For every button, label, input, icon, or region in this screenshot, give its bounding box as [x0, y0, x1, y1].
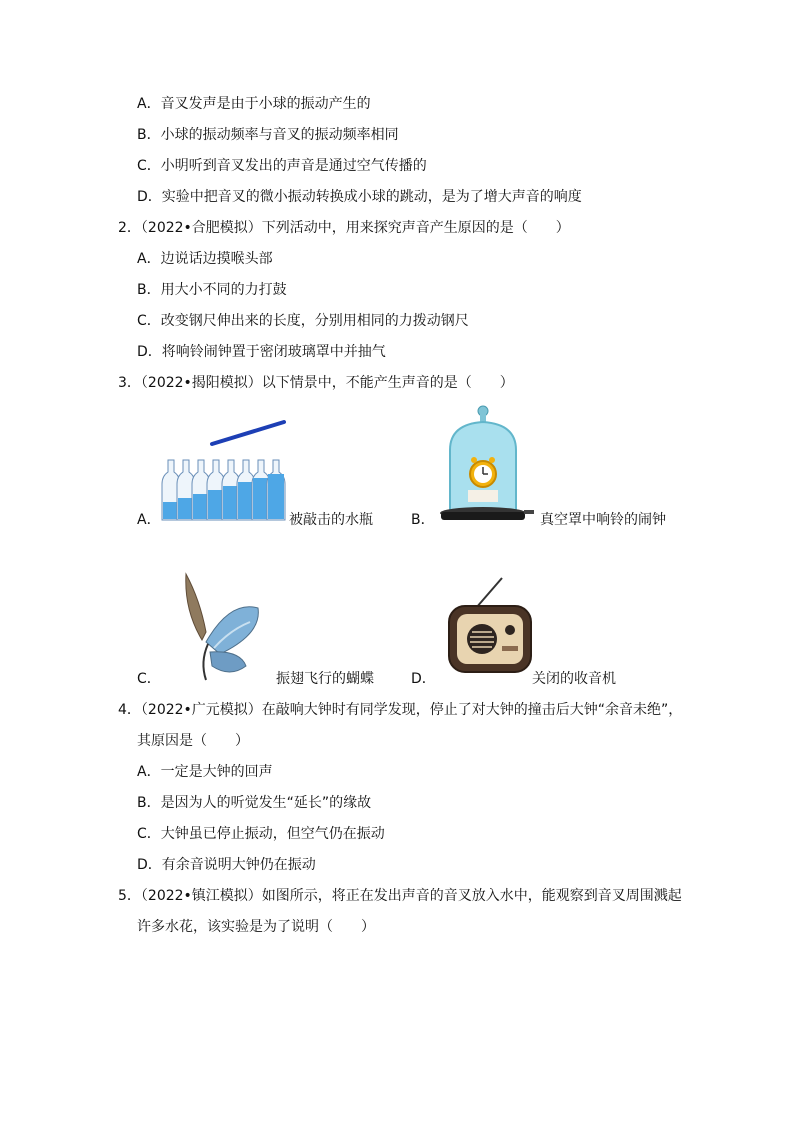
butterfly-image	[180, 570, 265, 682]
q3-option-b-letter: B．	[411, 512, 435, 528]
radio-image	[446, 574, 534, 678]
q2-stem: 2．（2022•合肥模拟）下列活动中，用来探究声音产生原因的是（ ）	[118, 220, 570, 236]
q1-option-d: D．实验中把音叉的微小振动转换成小球的跳动，是为了增大声音的响度	[137, 189, 582, 205]
q3-option-a-caption: 被敲击的水瓶	[289, 512, 373, 528]
q2-option-d: D．将响铃闹钟置于密闭玻璃罩中并抽气	[137, 344, 386, 360]
bell-jar-clock-image	[438, 404, 538, 528]
q3-stem: 3．（2022•揭阳模拟）以下情景中，不能产生声音的是（ ）	[118, 375, 514, 391]
q5-stem-line2: 许多水花，该实验是为了说明（ ）	[137, 919, 375, 935]
q3-option-d-letter: D．	[411, 671, 436, 687]
q1-option-b: B．小球的振动频率与音叉的振动频率相同	[137, 127, 399, 143]
water-bottles-image	[160, 418, 286, 526]
q1-option-c: C．小明听到音叉发出的声音是通过空气传播的	[137, 158, 427, 174]
q2-option-b: B．用大小不同的力打鼓	[137, 282, 287, 298]
q5-stem-line1: 5．（2022•镇江模拟）如图所示，将正在发出声音的音叉放入水中，能观察到音叉周围溅起	[118, 888, 682, 904]
q4-stem-line1: 4．（2022•广元模拟）在敲响大钟时有同学发现，停止了对大钟的撞击后大钟“余音未绝”，	[118, 702, 683, 718]
q4-option-a: A．一定是大钟的回声	[137, 764, 273, 780]
q1-option-a: A．音叉发声是由于小球的振动产生的	[137, 96, 371, 112]
q4-option-b: B．是因为人的听觉发生“延长”的缘故	[137, 795, 372, 811]
q3-option-b-caption: 真空罩中响铃的闹钟	[540, 512, 666, 528]
q2-option-a: A．边说话边摸喉头部	[137, 251, 273, 267]
q3-option-c-caption: 振翅飞行的蝴蝶	[276, 671, 374, 687]
q3-option-d-caption: 关闭的收音机	[532, 671, 616, 687]
q4-option-d: D．有余音说明大钟仍在振动	[137, 857, 316, 873]
q3-option-a-letter: A．	[137, 512, 161, 528]
q4-stem-line2: 其原因是（ ）	[137, 733, 249, 749]
q4-option-c: C．大钟虽已停止振动，但空气仍在振动	[137, 826, 385, 842]
q2-option-c: C．改变钢尺伸出来的长度，分别用相同的力拨动钢尺	[137, 313, 469, 329]
q3-option-c-letter: C．	[137, 671, 161, 687]
